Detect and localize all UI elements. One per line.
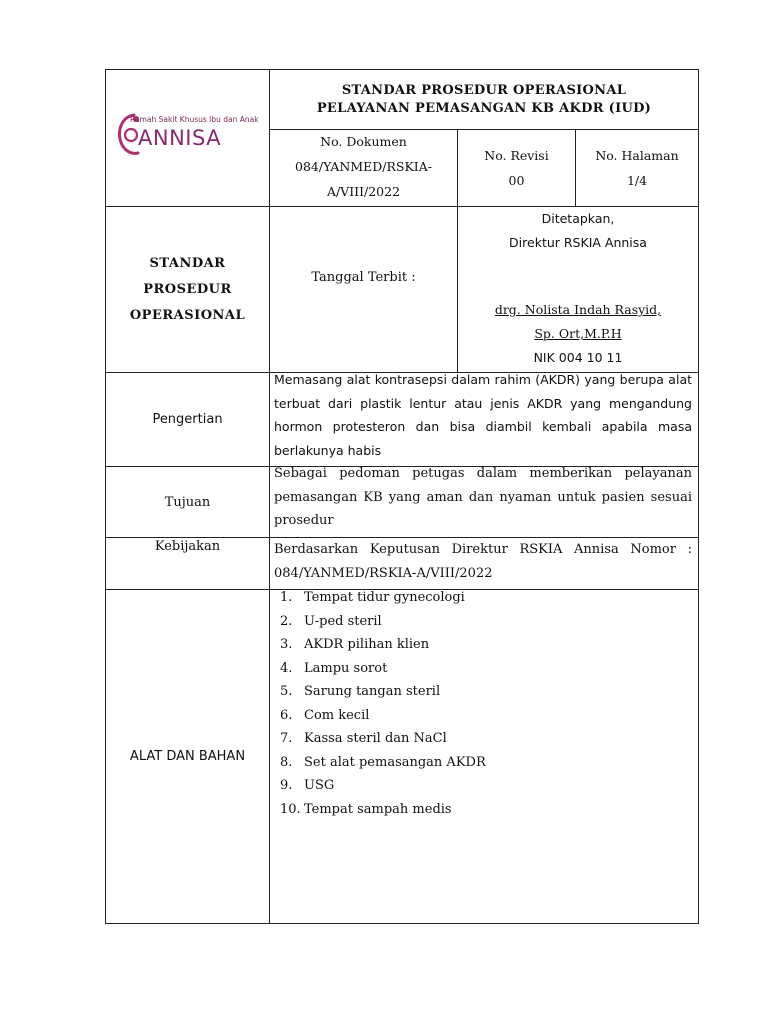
director-title: Direktur RSKIA Annisa — [509, 235, 647, 250]
alat-label: ALAT DAN BAHAN — [129, 749, 246, 764]
spo-line-2: PROSEDUR — [143, 281, 232, 297]
list-item — [280, 586, 692, 610]
list-item-text: Lampu sorot — [304, 660, 388, 676]
list-item-number: 10. — [280, 801, 301, 817]
equipment-list — [280, 586, 692, 821]
list-item-number: 9. — [280, 778, 293, 793]
doc-no-label: No. Dokumen — [320, 134, 407, 149]
page-number-cell — [576, 130, 698, 206]
page-label: No. Halaman — [595, 148, 679, 163]
doc-no-value-1: 084/YANMED/RSKIA- — [295, 159, 432, 174]
issue-date-label: Tanggal Terbit : — [311, 269, 416, 285]
tujuan-label: Tujuan — [164, 494, 211, 510]
logo-subtitle: Rumah Sakit Khusus Ibu dan Anak — [130, 115, 259, 124]
revision-value: 00 — [508, 173, 525, 188]
spo-line-3: OPERASIONAL — [129, 307, 246, 323]
list-item-number: 5. — [280, 684, 293, 699]
kebijakan-text-cell — [274, 538, 692, 589]
list-item — [280, 657, 692, 681]
list-item — [280, 633, 692, 657]
director-degree: Sp. Ort,M.P.H — [534, 326, 622, 341]
doc-no-value-2: A/VIII/2022 — [326, 184, 401, 199]
set-by-text: Ditetapkan, — [541, 211, 615, 226]
list-item-number: 6. — [280, 707, 293, 723]
list-item-number: 3. — [280, 637, 293, 652]
tujuan-text: Sebagai pedoman petugas dalam memberikan pelayanan pemasangan KB yang aman dan nyaman untuk pasien sesuai prosedur — [274, 466, 692, 528]
list-item-text: Kassa steril dan NaCl — [304, 731, 447, 746]
pengertian-text-cell — [274, 368, 692, 466]
list-item — [280, 774, 692, 798]
revision-cell — [458, 130, 575, 206]
approval-cell — [458, 207, 698, 372]
list-item — [280, 751, 692, 775]
director-name: drg. Nolista Indah Rasyid, — [494, 302, 662, 317]
alat-label-cell — [106, 590, 269, 923]
list-item-text: AKDR pilihan klien — [304, 637, 430, 652]
list-item-text: U-ped steril — [304, 613, 382, 629]
list-item-number: 1. — [280, 590, 293, 605]
list-item-number: 4. — [280, 660, 293, 676]
alat-list-cell — [280, 586, 692, 916]
page-value: 1/4 — [626, 173, 648, 188]
pengertian-text: Memasang alat kontrasepsi dalam rahim (AKDR) yang berupa alat terbuat dari plastik lentur atau jenis AKDR yang mengandung hormon protesteron dan bisa diambil kembali apabila masa berlakunya habis — [274, 372, 692, 458]
list-item-number: 2. — [280, 613, 293, 629]
kebijakan-label-cell — [106, 536, 269, 566]
list-item-text: Tempat tidur gynecologi — [304, 590, 465, 605]
spo-label-cell — [106, 207, 269, 372]
list-item — [280, 704, 692, 728]
spo-line-1: STANDAR — [149, 255, 226, 271]
logo-name: ANNISA — [138, 126, 222, 150]
list-item — [280, 610, 692, 634]
list-item — [280, 727, 692, 751]
revision-label: No. Revisi — [484, 148, 549, 163]
list-item-text: Set alat pemasangan AKDR — [304, 754, 486, 770]
document-number-cell — [270, 127, 457, 206]
hospital-logo — [116, 105, 266, 165]
sop-table — [105, 69, 699, 924]
logo-cell — [106, 70, 269, 206]
document-title — [270, 70, 698, 129]
list-item-text: Com kecil — [304, 707, 370, 723]
kebijakan-text: Berdasarkan Keputusan Direktur RSKIA Annisa Nomor : 084/YANMED/RSKIA-A/VIII/2022 — [274, 542, 692, 581]
issue-date-cell — [270, 207, 457, 347]
list-item — [280, 798, 692, 822]
title-line-1: STANDAR PROSEDUR OPERASIONAL — [341, 82, 627, 98]
list-item-number: 8. — [280, 754, 293, 770]
kebijakan-label: Kebijakan — [154, 539, 221, 554]
tujuan-text-cell — [274, 462, 692, 537]
pengertian-label: Pengertian — [152, 412, 223, 427]
tujuan-label-cell — [106, 467, 269, 537]
list-item-text: Tempat sampah medis — [304, 801, 452, 817]
director-nik: NIK 004 10 11 — [533, 350, 623, 365]
list-item-text: USG — [304, 778, 335, 793]
list-item-number: 7. — [280, 731, 293, 746]
list-item-text: Sarung tangan steril — [304, 684, 441, 699]
title-line-2: PELAYANAN PEMASANGAN KB AKDR (IUD) — [316, 100, 652, 116]
pengertian-label-cell — [106, 373, 269, 466]
list-item — [280, 680, 692, 704]
